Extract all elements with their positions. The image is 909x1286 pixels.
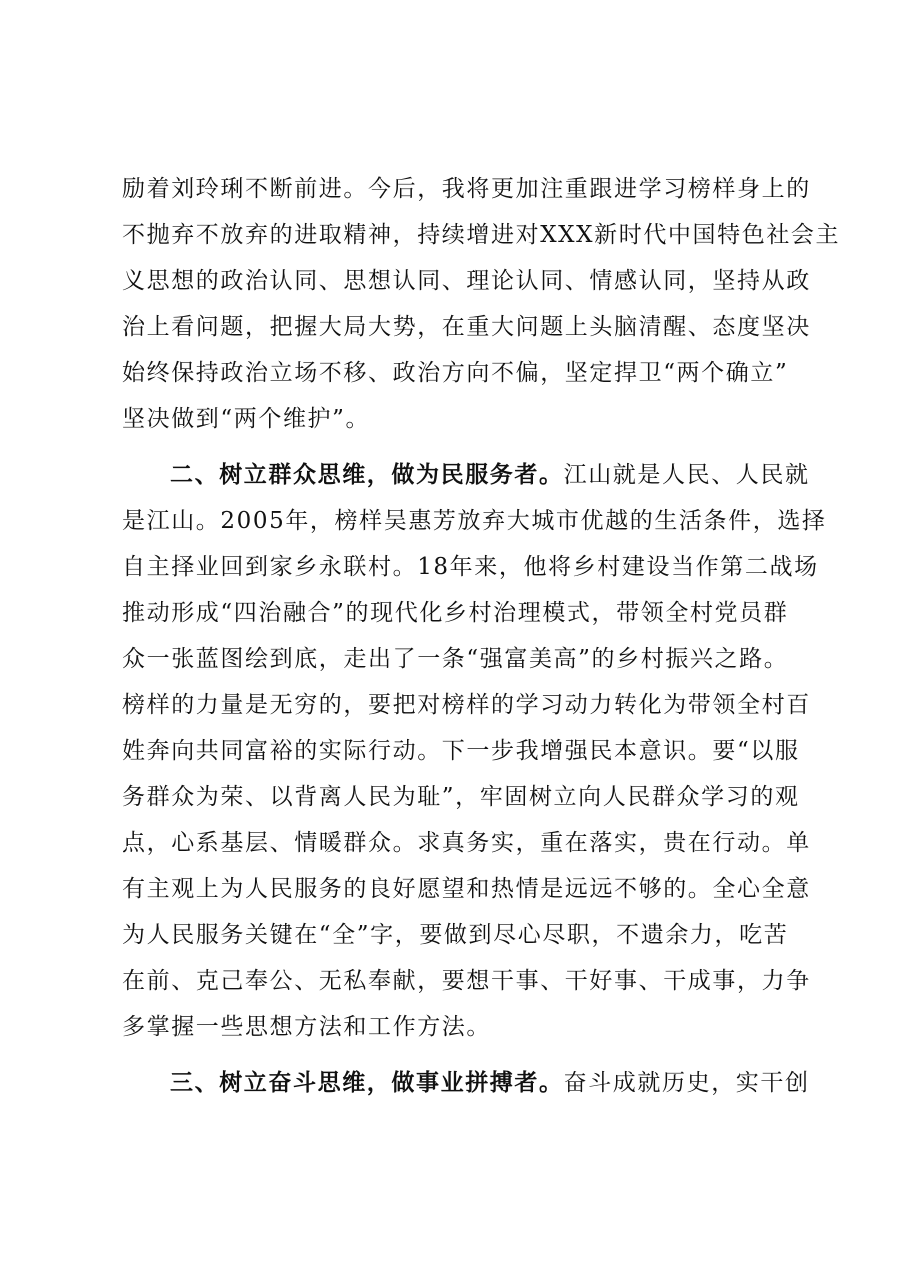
text-line: 自主择业回到家乡永联村。18年来，他将乡村建设当作第二战场 [122,554,819,580]
section-heading-3: 三、树立奋斗思维，做事业拼搏者。 [170,1069,564,1096]
text-line: 是江山。2005年，榜样吴惠芳放弃大城市优越的生活条件，选择 [122,508,827,534]
text-line: 不抛弃不放弃的进取精神，持续增进对XXX新时代中国特色社会主 [122,222,841,248]
text-line: 义思想的政治认同、思想认同、理论认同、情感认同，坚持从政 [122,268,811,294]
text-line: 三、树立奋斗思维，做事业拼搏者。奋斗成就历史，实干创 [170,1069,810,1096]
text-line: 多掌握一些思想方法和工作方法。 [122,1014,491,1040]
text-line: 励着刘玲琍不断前进。今后，我将更加注重跟进学习榜样身上的 [122,176,811,202]
text-line: 二、树立群众思维，做为民服务者。江山就是人民、人民就 [170,461,810,488]
text-line: 点，心系基层、情暖群众。求真务实，重在落实，贵在行动。单 [122,830,811,856]
document-body [122,166,841,1106]
text-line: 为人民服务关键在“全”字，要做到尽心尽职，不遗余力，吃苦 [122,922,789,948]
text-line: 始终保持政治立场不移、政治方向不偏，坚定捍卫“两个确立” [122,360,789,386]
text-line: 推动形成“四治融合”的现代化乡村治理模式，带领全村党员群 [122,600,789,626]
text-line: 治上看问题，把握大局大势，在重大问题上头脑清醒、态度坚决 [122,314,811,340]
text-line: 姓奔向共同富裕的实际行动。下一步我增强民本意识。要“以服 [122,738,800,764]
text-line: 榜样的力量是无穷的，要把对榜样的学习动力转化为带领全村百 [122,692,811,718]
text-line: 众一张蓝图绘到底，走出了一条“强富美高”的乡村振兴之路。 [122,646,789,672]
text-line: 务群众为荣、以背离人民为耻”，牢固树立向人民群众学习的观 [122,784,800,810]
text-line: 有主观上为人民服务的良好愿望和热情是远远不够的。全心全意 [122,876,811,902]
text-line: 坚决做到“两个维护”。 [122,406,371,432]
text-line: 在前、克己奉公、无私奉献，要想干事、干好事、干成事，力争 [122,968,811,994]
section-heading-2: 二、树立群众思维，做为民服务者。 [170,461,564,488]
